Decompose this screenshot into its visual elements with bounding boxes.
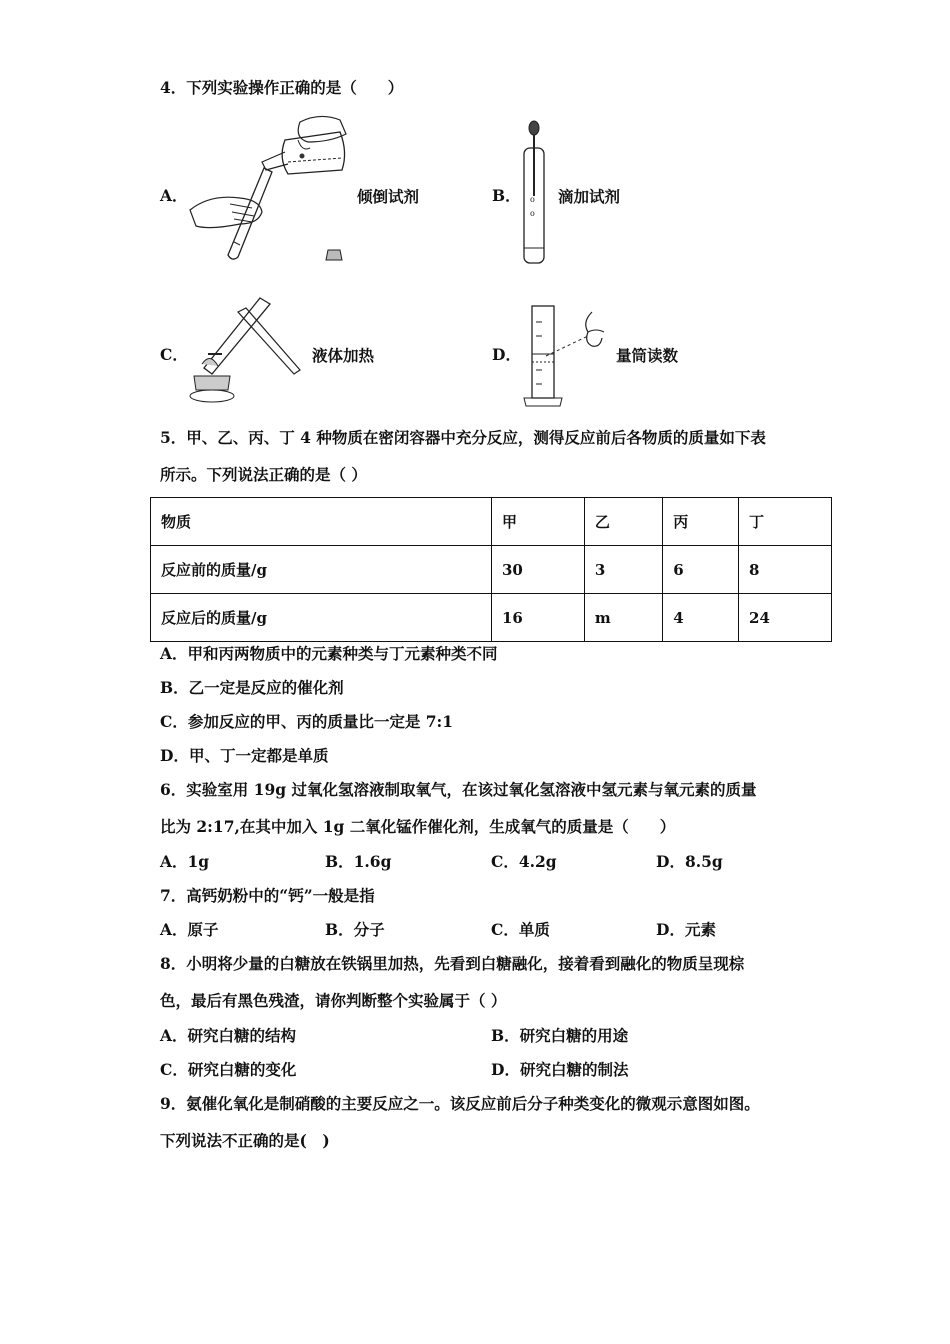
- q6-option-d: D．8.5g: [656, 852, 723, 871]
- q6-option-c: C．4.2g: [491, 852, 557, 871]
- q9-stem-line1: 9．氨催化氧化是制硝酸的主要反应之一。该反应前后分子种类变化的微观示意图如图。: [160, 1094, 760, 1113]
- q8-stem-line1: 8．小明将少量的白糖放在铁锅里加热，先看到白糖融化，接着看到融化的物质呈现棕: [160, 954, 745, 973]
- table-cell: 4: [663, 594, 739, 642]
- q4-option-b-caption: 滴加试剂: [558, 187, 621, 206]
- q7-option-d: D．元素: [656, 920, 716, 939]
- q5-option-b: B．乙一定是反应的催化剂: [160, 678, 344, 697]
- q7-stem: 7．高钙奶粉中的“钙”一般是指: [160, 886, 375, 905]
- pouring-liquid-figure: [190, 112, 360, 262]
- q4-option-d-caption: 量筒读数: [616, 346, 679, 365]
- q5-stem-line1: 5．甲、乙、丙、丁 4 种物质在密闭容器中充分反应，测得反应前后各物质的质量如下表: [160, 428, 766, 447]
- q6-stem-line1: 6．实验室用 19g 过氧化氢溶液制取氧气，在该过氧化氢溶液中氢元素与氧元素的质量: [160, 780, 757, 799]
- table-header-cell: 乙: [584, 498, 662, 546]
- q5-option-a: A．甲和丙两物质中的元素种类与丁元素种类不同: [160, 644, 498, 663]
- table-cell: 6: [663, 546, 739, 594]
- table-cell: 反应后的质量/g: [151, 594, 492, 642]
- q8-option-b: B．研究白糖的用途: [491, 1026, 629, 1045]
- q4-option-d-letter: D．: [492, 345, 521, 364]
- dropper-figure: [518, 118, 548, 268]
- q8-option-a: A．研究白糖的结构: [160, 1026, 297, 1045]
- table-cell: m: [584, 594, 662, 642]
- table-cell: 30: [491, 546, 584, 594]
- svg-text:o: o: [530, 195, 535, 204]
- q5-option-d: D．甲、丁一定都是单质: [160, 746, 329, 765]
- q7-option-c: C．单质: [491, 920, 550, 939]
- q4-option-a-caption: 倾倒试剂: [357, 187, 420, 206]
- table-cell: 24: [739, 594, 832, 642]
- q7-option-a: A．原子: [160, 920, 219, 939]
- q4-option-b-letter: B．: [492, 186, 521, 205]
- q9-stem-line2: 下列说法不正确的是( ): [160, 1131, 330, 1150]
- q4-option-a-letter: A．: [160, 186, 188, 205]
- table-row: [151, 594, 832, 642]
- table-header-cell: 丙: [663, 498, 739, 546]
- q7-option-b: B．分子: [325, 920, 385, 939]
- table-header-row: [151, 498, 832, 546]
- table-cell: 8: [739, 546, 832, 594]
- q8-stem-line2: 色，最后有黑色残渣，请你判断整个实验属于（ ）: [160, 991, 507, 1010]
- q5-option-c: C．参加反应的甲、丙的质量比一定是 7:1: [160, 712, 454, 731]
- q4-stem: 4．下列实验操作正确的是（ ）: [160, 78, 404, 97]
- table-row: [151, 546, 832, 594]
- table-header-cell: 甲: [491, 498, 584, 546]
- table-cell: 16: [491, 594, 584, 642]
- table-cell: 3: [584, 546, 662, 594]
- graduated-cylinder-figure: [522, 302, 618, 410]
- q4-option-c-caption: 液体加热: [312, 346, 375, 365]
- table-header-cell: 物质: [151, 498, 492, 546]
- mass-table: [150, 497, 832, 642]
- q6-option-a: A．1g: [160, 852, 210, 871]
- q8-option-c: C．研究白糖的变化: [160, 1060, 297, 1079]
- q4-option-c-letter: C．: [160, 345, 188, 364]
- table-cell: 反应前的质量/g: [151, 546, 492, 594]
- q8-option-d: D．研究白糖的制法: [491, 1060, 629, 1079]
- heating-liquid-figure: [188, 294, 308, 406]
- table-header-cell: 丁: [739, 498, 832, 546]
- q5-stem-line2: 所示。下列说法正确的是（ ）: [160, 465, 367, 484]
- q6-option-b: B．1.6g: [325, 852, 392, 871]
- q6-stem-line2: 比为 2:17,在其中加入 1g 二氧化锰作催化剂，生成氧气的质量是（ ）: [160, 817, 676, 836]
- svg-text:o: o: [530, 209, 535, 218]
